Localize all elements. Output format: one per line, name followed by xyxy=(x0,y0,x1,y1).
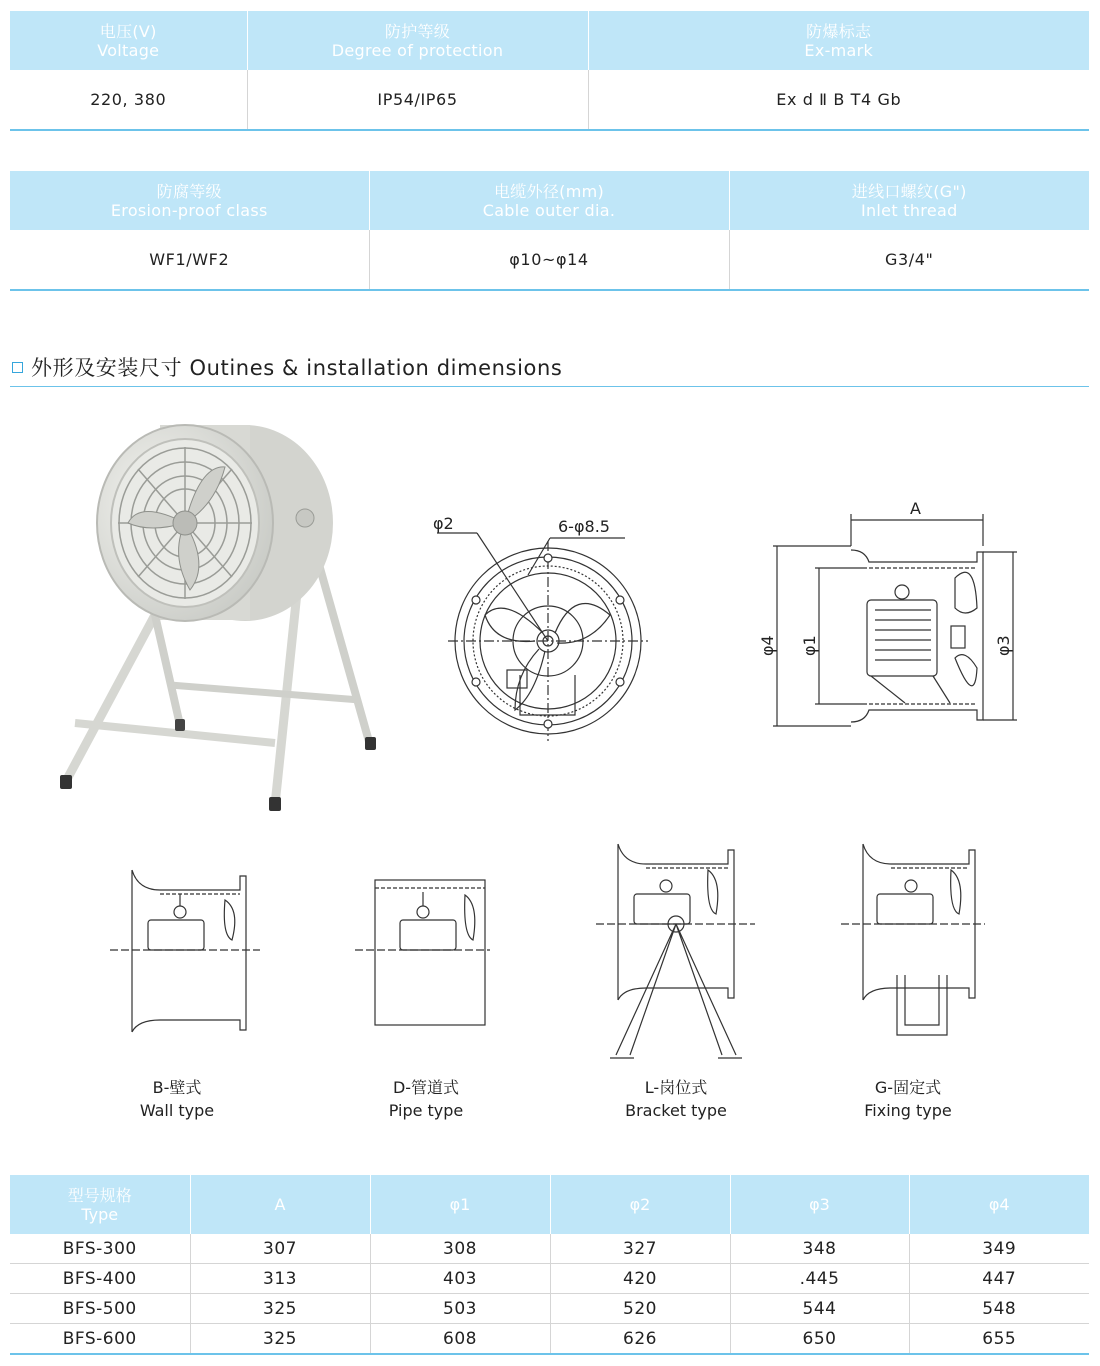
label-holes: 6-φ8.5 xyxy=(558,517,610,536)
header-exmark: 防爆标志 Ex-mark xyxy=(588,11,1089,70)
label-phi2: φ2 xyxy=(433,514,454,533)
value-exmark: Ex d Ⅱ B T4 Gb xyxy=(588,70,1089,130)
caption-fixing-type: G-固定式 Fixing type xyxy=(864,1078,952,1120)
cell-phi3: 650 xyxy=(730,1324,909,1355)
spec-table-electrical xyxy=(10,11,1089,131)
table-row xyxy=(10,1264,1089,1294)
label-phi4: φ4 xyxy=(758,635,777,656)
cell-a: 307 xyxy=(190,1234,370,1264)
header-protection: 防护等级 Degree of protection xyxy=(247,11,588,70)
pipe-type-drawing xyxy=(345,870,495,1040)
value-voltage: 220, 380 xyxy=(10,70,247,130)
fan-product-photo xyxy=(40,405,390,820)
cell-a: 325 xyxy=(190,1324,370,1355)
header-phi1: φ1 xyxy=(370,1175,550,1234)
cell-phi2: 626 xyxy=(550,1324,730,1355)
cell-type: BFS-300 xyxy=(10,1234,190,1264)
cell-phi2: 327 xyxy=(550,1234,730,1264)
cell-a: 325 xyxy=(190,1294,370,1324)
cell-phi4: 349 xyxy=(909,1234,1089,1264)
caption-bracket-type: L-岗位式 Bracket type xyxy=(625,1078,727,1120)
header-phi3: φ3 xyxy=(730,1175,909,1234)
cell-phi3: 544 xyxy=(730,1294,909,1324)
fixing-type-drawing xyxy=(835,840,995,1040)
caption-wall-type: B-壁式 Wall type xyxy=(139,1078,215,1120)
section-title: 外形及安装尺寸 Outines & installation dimensions xyxy=(12,352,562,382)
caption-pipe-type: D-管道式 Pipe type xyxy=(388,1078,464,1120)
header-type: 型号规格 Type xyxy=(10,1175,190,1234)
header-phi2: φ2 xyxy=(550,1175,730,1234)
section-divider xyxy=(10,386,1089,387)
header-cable: 电缆外径(mm) Cable outer dia. xyxy=(369,171,729,230)
cell-phi1: 308 xyxy=(370,1234,550,1264)
table-row xyxy=(10,1294,1089,1324)
header-phi4: φ4 xyxy=(909,1175,1089,1234)
front-view-drawing xyxy=(425,505,665,755)
cell-phi3: 348 xyxy=(730,1234,909,1264)
cell-phi2: 420 xyxy=(550,1264,730,1294)
cell-type: BFS-600 xyxy=(10,1324,190,1355)
table-row xyxy=(10,1324,1089,1355)
label-a: A xyxy=(910,499,921,518)
label-phi3: φ3 xyxy=(994,635,1013,656)
cell-phi4: 447 xyxy=(909,1264,1089,1294)
table-row xyxy=(10,1234,1089,1264)
cell-phi3: .445 xyxy=(730,1264,909,1294)
cell-phi2: 520 xyxy=(550,1294,730,1324)
cell-type: BFS-400 xyxy=(10,1264,190,1294)
value-protection: IP54/IP65 xyxy=(247,70,588,130)
spec-table-cable xyxy=(10,171,1089,291)
cell-phi4: 655 xyxy=(909,1324,1089,1355)
header-erosion: 防腐等级 Erosion-proof class xyxy=(10,171,369,230)
dimensions-table xyxy=(10,1175,1089,1355)
bracket-type-drawing xyxy=(590,840,760,1065)
header-a: A xyxy=(190,1175,370,1234)
cell-phi1: 403 xyxy=(370,1264,550,1294)
header-voltage: 电压(V) Voltage xyxy=(10,11,247,70)
bullet-square-icon xyxy=(12,362,23,373)
value-inlet: G3/4" xyxy=(729,230,1089,290)
cell-phi1: 503 xyxy=(370,1294,550,1324)
cell-phi4: 548 xyxy=(909,1294,1089,1324)
header-inlet: 进线口螺纹(G") Inlet thread xyxy=(729,171,1089,230)
cell-type: BFS-500 xyxy=(10,1294,190,1324)
cell-a: 313 xyxy=(190,1264,370,1294)
label-phi1: φ1 xyxy=(800,635,819,656)
wall-type-drawing xyxy=(100,840,270,1040)
cell-phi1: 608 xyxy=(370,1324,550,1355)
value-cable: φ10~φ14 xyxy=(369,230,729,290)
side-view-drawing xyxy=(755,498,1025,738)
value-erosion: WF1/WF2 xyxy=(10,230,369,290)
